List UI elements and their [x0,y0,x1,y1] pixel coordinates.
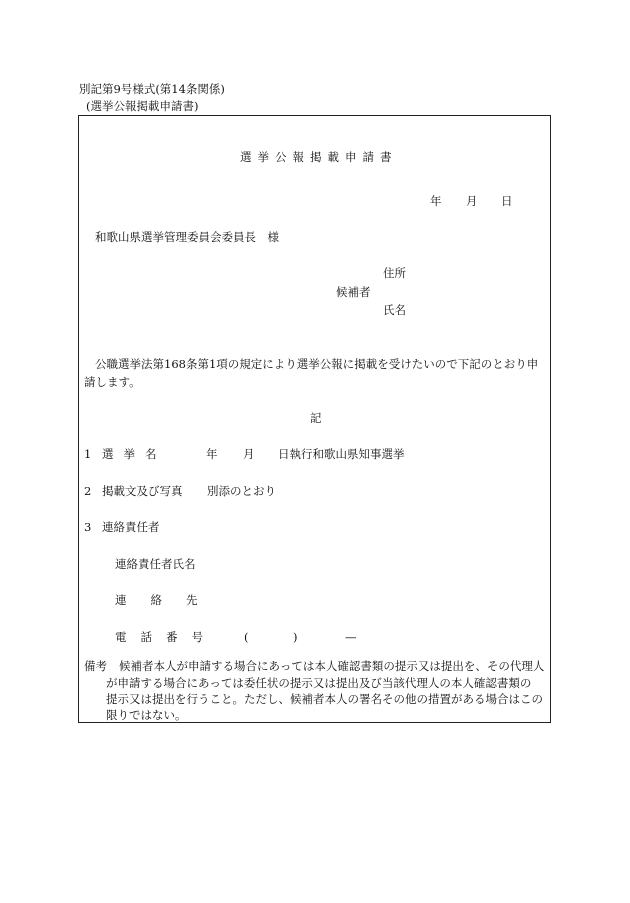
item-2-label: 掲載文及び写真 [102,484,183,498]
date-month: 月 [466,194,478,208]
remark-line-3: 提示又は提出を行うこと。ただし、候補者本人の署名その他の措置がある場合はこの [106,692,543,706]
form-name: (選挙公報掲載申請書) [86,99,199,113]
item-1-value: 日執行和歌山県知事選挙 [278,447,405,461]
phone-label: 電話番号 [115,630,217,644]
phone-dash: — [345,630,357,644]
document-title: 選挙公報掲載申請書 [240,150,398,164]
item-3-label: 連絡責任者 [102,520,160,534]
item-1-label: 選挙名 [102,447,167,461]
candidate-label: 候補者 [336,285,371,299]
body-line-1: 公職選挙法第168条第1項の規定により選挙公報に掲載を受けたいので下記のとおり申 [95,357,539,371]
address-label: 住所 [383,266,406,280]
remark-label: 備考 [84,659,107,673]
item-1-number: 1 [84,447,92,461]
ki-heading: 記 [310,411,322,425]
addressee: 和歌山県選挙管理委員会委員長 様 [95,230,279,244]
remark-line-1: 候補者本人が申請する場合にあっては本人確認書類の提示又は提出を、その代理人 [119,659,545,673]
name-label: 氏名 [383,303,406,317]
item-2-value: 別添のとおり [207,484,276,498]
item-3-number: 3 [84,520,92,534]
remark-line-4: 限りではない。 [106,708,187,722]
phone-paren-close: ) [293,630,298,644]
date-year: 年 [430,194,442,208]
phone-paren-open: ( [244,630,249,644]
form-number: 別記第9号様式(第14条関係) [79,82,225,96]
date-day: 日 [501,194,513,208]
contact-label: 連絡先 [115,593,222,607]
contact-name-label: 連絡責任者氏名 [115,557,196,571]
item-1-year: 年 [206,447,218,461]
body-line-2: 請します。 [84,375,141,389]
item-2-number: 2 [84,484,92,498]
item-1-month: 月 [243,447,255,461]
remark-line-2: が申請する場合にあっては委任状の提示又は提出及び当該代理人の本人確認書類の [106,676,532,690]
